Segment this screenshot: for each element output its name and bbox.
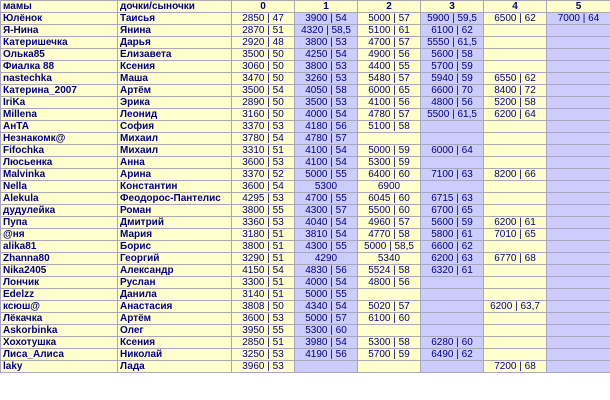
measurement-age-3: 5900 | 59,5 xyxy=(421,13,484,25)
child-name: Ксения xyxy=(118,61,232,73)
measurement-age-3: 4800 | 56 xyxy=(421,97,484,109)
measurement-age-0: 3370 | 53 xyxy=(232,121,295,133)
measurement-age-4 xyxy=(484,157,547,169)
measurement-age-1: 4250 | 54 xyxy=(295,49,358,61)
measurement-age-1: 4000 | 54 xyxy=(295,277,358,289)
measurement-age-4 xyxy=(484,181,547,193)
child-name: Ксения xyxy=(118,337,232,349)
measurement-age-1: 4000 | 54 xyxy=(295,109,358,121)
measurement-age-4: 6200 | 63,7 xyxy=(484,301,547,313)
table-row xyxy=(1,253,610,265)
measurement-age-5 xyxy=(547,181,610,193)
measurement-age-2: 4960 | 57 xyxy=(358,217,421,229)
table-row xyxy=(1,361,610,373)
measurement-age-3: 6200 | 63 xyxy=(421,253,484,265)
mom-nickname: АнТА xyxy=(1,121,118,133)
measurement-age-2: 4780 | 57 xyxy=(358,109,421,121)
measurement-age-0: 3250 | 53 xyxy=(232,349,295,361)
measurement-age-4: 6550 | 62 xyxy=(484,73,547,85)
mom-nickname: Zhanna80 xyxy=(1,253,118,265)
measurement-age-0: 3780 | 54 xyxy=(232,133,295,145)
measurement-age-2: 5100 | 58 xyxy=(358,121,421,133)
measurement-age-0: 3950 | 55 xyxy=(232,325,295,337)
measurement-age-3 xyxy=(421,313,484,325)
measurement-age-0: 2850 | 51 xyxy=(232,337,295,349)
measurement-age-1: 3500 | 53 xyxy=(295,97,358,109)
measurement-age-4 xyxy=(484,61,547,73)
table-row xyxy=(1,205,610,217)
table-row xyxy=(1,349,610,361)
table-row xyxy=(1,85,610,97)
measurement-age-2: 5340 xyxy=(358,253,421,265)
measurement-age-3 xyxy=(421,121,484,133)
measurement-age-2: 5500 | 60 xyxy=(358,205,421,217)
table-row xyxy=(1,157,610,169)
column-header-age-2: 2 xyxy=(358,1,421,13)
measurement-age-1: 3810 | 54 xyxy=(295,229,358,241)
mom-nickname: Лончик xyxy=(1,277,118,289)
measurement-age-1: 4700 | 55 xyxy=(295,193,358,205)
child-name: Борис xyxy=(118,241,232,253)
measurement-age-3: 5940 | 59 xyxy=(421,73,484,85)
measurement-age-3: 6715 | 63 xyxy=(421,193,484,205)
measurement-age-5: 7000 | 64 xyxy=(547,13,610,25)
measurement-age-0: 3470 | 50 xyxy=(232,73,295,85)
column-header-age-5: 5 xyxy=(547,1,610,13)
measurement-age-1: 5300 | 60 xyxy=(295,325,358,337)
mom-nickname: Лиса_Алиса xyxy=(1,349,118,361)
child-name: Олег xyxy=(118,325,232,337)
mom-nickname: Люсьенка xyxy=(1,157,118,169)
table-row xyxy=(1,289,610,301)
measurement-age-2: 5300 | 58 xyxy=(358,337,421,349)
measurement-age-5 xyxy=(547,217,610,229)
measurement-age-5 xyxy=(547,361,610,373)
measurement-age-1: 3900 | 54 xyxy=(295,13,358,25)
measurement-age-0: 3360 | 53 xyxy=(232,217,295,229)
measurement-age-2: 5020 | 57 xyxy=(358,301,421,313)
child-name: София xyxy=(118,121,232,133)
measurement-age-5 xyxy=(547,61,610,73)
measurement-age-1: 4180 | 56 xyxy=(295,121,358,133)
measurement-age-5 xyxy=(547,121,610,133)
child-name: Лада xyxy=(118,361,232,373)
table-row xyxy=(1,133,610,145)
measurement-age-2 xyxy=(358,289,421,301)
measurement-age-4 xyxy=(484,325,547,337)
measurement-age-4 xyxy=(484,49,547,61)
mom-nickname: Alekula xyxy=(1,193,118,205)
measurement-age-4 xyxy=(484,277,547,289)
measurement-age-5 xyxy=(547,49,610,61)
mom-nickname: Askorbinka xyxy=(1,325,118,337)
mom-nickname: Edelzz xyxy=(1,289,118,301)
table-row xyxy=(1,277,610,289)
measurement-age-0: 3500 | 54 xyxy=(232,85,295,97)
measurement-age-1: 5300 xyxy=(295,181,358,193)
measurement-age-3: 6280 | 60 xyxy=(421,337,484,349)
measurement-age-3 xyxy=(421,361,484,373)
measurement-age-1: 4320 | 58,5 xyxy=(295,25,358,37)
measurement-age-1: 3260 | 53 xyxy=(295,73,358,85)
measurement-age-5 xyxy=(547,109,610,121)
measurement-age-3: 6320 | 61 xyxy=(421,265,484,277)
table-row xyxy=(1,229,610,241)
mom-nickname: Фиалка 88 xyxy=(1,61,118,73)
measurement-age-3: 5550 | 61,5 xyxy=(421,37,484,49)
child-name: Мария xyxy=(118,229,232,241)
measurement-age-5 xyxy=(547,241,610,253)
child-name: Таисья xyxy=(118,13,232,25)
mom-nickname: Fifochka xyxy=(1,145,118,157)
measurement-age-4: 8200 | 66 xyxy=(484,169,547,181)
measurement-age-1: 4100 | 54 xyxy=(295,145,358,157)
mom-nickname: alika81 xyxy=(1,241,118,253)
child-name: Янина xyxy=(118,25,232,37)
child-name: Данила xyxy=(118,289,232,301)
measurement-age-3 xyxy=(421,133,484,145)
measurement-age-3: 5600 | 59 xyxy=(421,217,484,229)
measurement-age-4 xyxy=(484,265,547,277)
table-row xyxy=(1,97,610,109)
measurement-age-1: 3800 | 53 xyxy=(295,37,358,49)
table-row xyxy=(1,181,610,193)
measurement-age-4 xyxy=(484,289,547,301)
mom-nickname: Nella xyxy=(1,181,118,193)
measurement-age-4: 6200 | 64 xyxy=(484,109,547,121)
table-row xyxy=(1,337,610,349)
measurement-age-0: 4295 | 53 xyxy=(232,193,295,205)
table-row xyxy=(1,13,610,25)
mom-nickname: Malvinka xyxy=(1,169,118,181)
measurement-age-0: 3290 | 51 xyxy=(232,253,295,265)
measurement-age-4 xyxy=(484,145,547,157)
measurement-age-5 xyxy=(547,277,610,289)
measurement-age-2: 4900 | 56 xyxy=(358,49,421,61)
child-name: Николай xyxy=(118,349,232,361)
measurement-age-3 xyxy=(421,277,484,289)
measurement-age-4 xyxy=(484,121,547,133)
table-body xyxy=(1,13,610,373)
child-name: Георгий xyxy=(118,253,232,265)
measurement-age-5 xyxy=(547,37,610,49)
measurement-age-3 xyxy=(421,289,484,301)
measurement-age-0: 2870 | 51 xyxy=(232,25,295,37)
measurement-age-0: 3370 | 52 xyxy=(232,169,295,181)
measurement-age-4: 6770 | 68 xyxy=(484,253,547,265)
measurement-age-2: 5000 | 59 xyxy=(358,145,421,157)
mom-nickname: @ня xyxy=(1,229,118,241)
table-row xyxy=(1,313,610,325)
measurement-age-3 xyxy=(421,301,484,313)
measurement-age-5 xyxy=(547,133,610,145)
child-name: Анастасия xyxy=(118,301,232,313)
column-header-mom: мамы xyxy=(1,1,118,13)
measurement-age-3: 5500 | 61,5 xyxy=(421,109,484,121)
measurement-age-3: 6100 | 62 xyxy=(421,25,484,37)
table-row xyxy=(1,301,610,313)
measurement-age-5 xyxy=(547,169,610,181)
measurement-age-0: 4150 | 54 xyxy=(232,265,295,277)
measurement-age-2: 5000 | 57 xyxy=(358,13,421,25)
measurement-age-5 xyxy=(547,157,610,169)
measurement-age-1: 4290 xyxy=(295,253,358,265)
measurement-age-0: 3060 | 50 xyxy=(232,61,295,73)
measurement-age-3 xyxy=(421,157,484,169)
measurement-age-4 xyxy=(484,205,547,217)
measurement-age-2: 4700 | 57 xyxy=(358,37,421,49)
measurement-age-3: 5800 | 61 xyxy=(421,229,484,241)
measurement-age-2 xyxy=(358,325,421,337)
measurement-age-4: 6200 | 61 xyxy=(484,217,547,229)
measurement-age-5 xyxy=(547,337,610,349)
measurement-age-5 xyxy=(547,205,610,217)
measurement-age-5 xyxy=(547,25,610,37)
column-header-age-4: 4 xyxy=(484,1,547,13)
measurement-age-4: 7010 | 65 xyxy=(484,229,547,241)
mom-nickname: laky xyxy=(1,361,118,373)
measurement-age-5 xyxy=(547,145,610,157)
table-row xyxy=(1,109,610,121)
child-name: Эрика xyxy=(118,97,232,109)
measurement-age-2: 6900 xyxy=(358,181,421,193)
child-name: Елизавета xyxy=(118,49,232,61)
mom-nickname: Я-Нина xyxy=(1,25,118,37)
measurement-age-0: 3600 | 53 xyxy=(232,313,295,325)
measurement-age-2: 4100 | 56 xyxy=(358,97,421,109)
child-name: Роман xyxy=(118,205,232,217)
column-header-age-0: 0 xyxy=(232,1,295,13)
measurement-age-1: 5000 | 55 xyxy=(295,169,358,181)
measurement-age-4 xyxy=(484,25,547,37)
measurement-age-5 xyxy=(547,97,610,109)
measurement-age-5 xyxy=(547,289,610,301)
measurement-age-3: 6700 | 65 xyxy=(421,205,484,217)
mom-nickname: Лёкачка xyxy=(1,313,118,325)
measurement-age-5 xyxy=(547,229,610,241)
measurement-age-3: 5600 | 58 xyxy=(421,49,484,61)
measurement-age-1: 4190 | 56 xyxy=(295,349,358,361)
measurement-age-4 xyxy=(484,241,547,253)
measurement-age-4 xyxy=(484,133,547,145)
measurement-age-0: 3808 | 50 xyxy=(232,301,295,313)
measurement-age-1: 4100 | 54 xyxy=(295,157,358,169)
measurement-age-5 xyxy=(547,265,610,277)
child-name: Арина xyxy=(118,169,232,181)
measurement-age-1 xyxy=(295,361,358,373)
measurement-age-3: 6600 | 62 xyxy=(421,241,484,253)
measurement-age-5 xyxy=(547,301,610,313)
measurement-age-0: 3180 | 51 xyxy=(232,229,295,241)
table-row xyxy=(1,145,610,157)
measurement-age-0: 2850 | 47 xyxy=(232,13,295,25)
measurement-age-5 xyxy=(547,313,610,325)
measurement-age-3: 5700 | 59 xyxy=(421,61,484,73)
table-row xyxy=(1,193,610,205)
measurement-age-0: 3600 | 54 xyxy=(232,181,295,193)
measurement-age-1: 4300 | 57 xyxy=(295,205,358,217)
measurement-age-4: 6500 | 62 xyxy=(484,13,547,25)
column-header-age-1: 1 xyxy=(295,1,358,13)
measurement-age-4: 7200 | 68 xyxy=(484,361,547,373)
table-row xyxy=(1,37,610,49)
mom-nickname: Юлёнок xyxy=(1,13,118,25)
measurement-age-4 xyxy=(484,313,547,325)
child-name: Руслан xyxy=(118,277,232,289)
table-row xyxy=(1,49,610,61)
measurement-age-2: 6000 | 65 xyxy=(358,85,421,97)
measurement-age-3: 6490 | 62 xyxy=(421,349,484,361)
column-header-child: дочки/сыночки xyxy=(118,1,232,13)
measurement-age-3: 7100 | 63 xyxy=(421,169,484,181)
measurement-age-5 xyxy=(547,325,610,337)
table-row xyxy=(1,325,610,337)
child-name: Маша xyxy=(118,73,232,85)
measurement-age-5 xyxy=(547,73,610,85)
measurement-age-0: 2920 | 48 xyxy=(232,37,295,49)
measurement-age-4: 8400 | 72 xyxy=(484,85,547,97)
measurement-age-0: 3140 | 51 xyxy=(232,289,295,301)
measurement-age-2 xyxy=(358,361,421,373)
measurement-age-1: 4830 | 56 xyxy=(295,265,358,277)
measurement-age-4 xyxy=(484,37,547,49)
measurement-age-1: 4300 | 55 xyxy=(295,241,358,253)
measurement-age-1: 4050 | 58 xyxy=(295,85,358,97)
measurement-age-2: 5700 | 59 xyxy=(358,349,421,361)
mom-nickname: дудулейка xyxy=(1,205,118,217)
child-name: Михаил xyxy=(118,145,232,157)
measurement-age-2 xyxy=(358,133,421,145)
mom-nickname: nastechka xyxy=(1,73,118,85)
measurement-age-2: 5000 | 58,5 xyxy=(358,241,421,253)
measurement-age-3 xyxy=(421,325,484,337)
measurement-age-3: 6600 | 70 xyxy=(421,85,484,97)
table-row xyxy=(1,61,610,73)
measurement-age-2: 5524 | 58 xyxy=(358,265,421,277)
table-row xyxy=(1,217,610,229)
measurement-age-0: 3310 | 51 xyxy=(232,145,295,157)
measurement-age-4 xyxy=(484,337,547,349)
table-row xyxy=(1,241,610,253)
child-name: Леонид xyxy=(118,109,232,121)
table-row xyxy=(1,25,610,37)
child-name: Анна xyxy=(118,157,232,169)
table-row xyxy=(1,121,610,133)
mom-nickname: Олька85 xyxy=(1,49,118,61)
measurement-age-5 xyxy=(547,85,610,97)
measurement-age-5 xyxy=(547,253,610,265)
measurement-age-1: 5000 | 55 xyxy=(295,289,358,301)
measurement-age-1: 4340 | 54 xyxy=(295,301,358,313)
mom-nickname: ксюш@ xyxy=(1,301,118,313)
measurement-age-1: 5000 | 57 xyxy=(295,313,358,325)
mom-nickname: Катеришечка xyxy=(1,37,118,49)
child-name: Дмитрий xyxy=(118,217,232,229)
child-name: Артём xyxy=(118,85,232,97)
mom-nickname: Пупа xyxy=(1,217,118,229)
measurement-age-2: 6100 | 60 xyxy=(358,313,421,325)
measurement-age-2: 5100 | 61 xyxy=(358,25,421,37)
mom-nickname: Хохотушка xyxy=(1,337,118,349)
mom-nickname: Nika2405 xyxy=(1,265,118,277)
mom-nickname: Millena xyxy=(1,109,118,121)
measurement-age-2: 4400 | 55 xyxy=(358,61,421,73)
child-name: Артём xyxy=(118,313,232,325)
measurement-age-2: 5300 | 59 xyxy=(358,157,421,169)
measurement-age-1: 3800 | 53 xyxy=(295,61,358,73)
measurement-age-5 xyxy=(547,349,610,361)
header-row xyxy=(1,1,610,13)
mom-nickname: IriKa xyxy=(1,97,118,109)
mom-nickname: Катерина_2007 xyxy=(1,85,118,97)
child-name: Константин xyxy=(118,181,232,193)
measurement-age-4: 5200 | 58 xyxy=(484,97,547,109)
measurement-age-2: 5480 | 57 xyxy=(358,73,421,85)
mom-nickname: Незнакомк@ xyxy=(1,133,118,145)
child-name: Феодорос-Пантелис xyxy=(118,193,232,205)
measurement-age-0: 3960 | 53 xyxy=(232,361,295,373)
measurement-age-5 xyxy=(547,193,610,205)
measurement-age-4 xyxy=(484,349,547,361)
table-row xyxy=(1,265,610,277)
table-row xyxy=(1,169,610,181)
measurement-age-0: 3300 | 51 xyxy=(232,277,295,289)
measurement-age-2: 4770 | 58 xyxy=(358,229,421,241)
measurement-age-3: 6000 | 64 xyxy=(421,145,484,157)
measurement-age-3 xyxy=(421,181,484,193)
measurement-age-0: 3160 | 50 xyxy=(232,109,295,121)
measurement-age-1: 3980 | 54 xyxy=(295,337,358,349)
measurement-age-0: 3800 | 55 xyxy=(232,205,295,217)
measurement-age-0: 3500 | 50 xyxy=(232,49,295,61)
measurement-age-1: 4040 | 54 xyxy=(295,217,358,229)
table-row xyxy=(1,73,610,85)
measurement-age-0: 2890 | 50 xyxy=(232,97,295,109)
child-name: Михаил xyxy=(118,133,232,145)
measurement-age-4 xyxy=(484,193,547,205)
column-header-age-3: 3 xyxy=(421,1,484,13)
measurement-age-1: 4780 | 57 xyxy=(295,133,358,145)
measurement-age-2: 4800 | 56 xyxy=(358,277,421,289)
measurement-age-0: 3600 | 53 xyxy=(232,157,295,169)
child-name: Александр xyxy=(118,265,232,277)
measurement-age-2: 6400 | 60 xyxy=(358,169,421,181)
child-name: Дарья xyxy=(118,37,232,49)
measurement-age-2: 6045 | 60 xyxy=(358,193,421,205)
measurement-age-0: 3800 | 51 xyxy=(232,241,295,253)
